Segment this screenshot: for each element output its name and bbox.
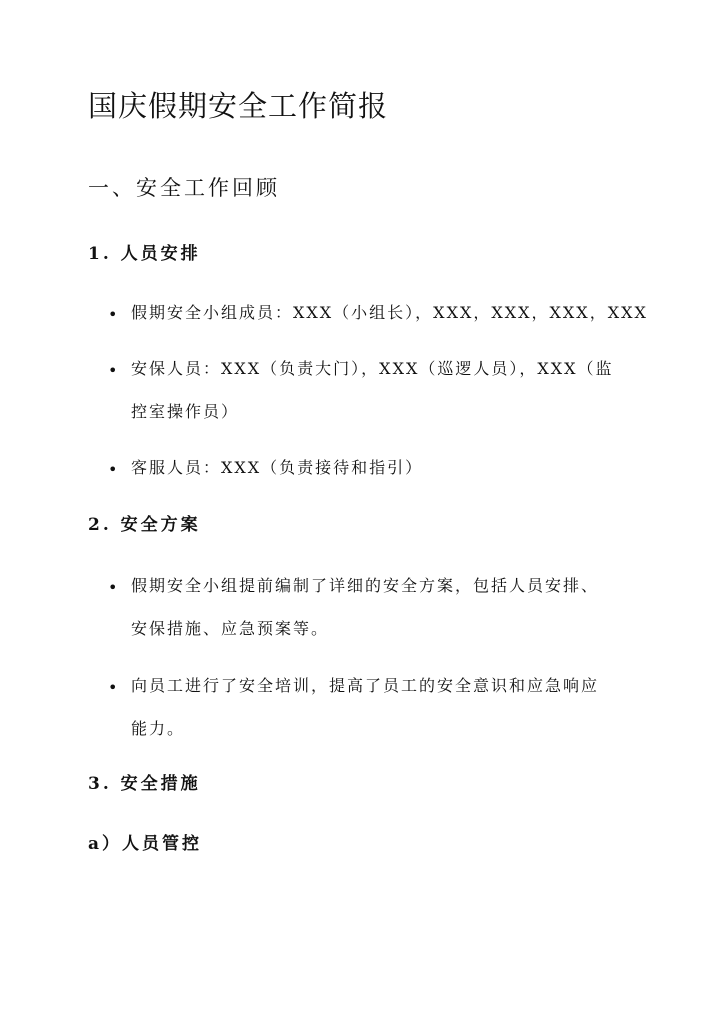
list-item-plan-line-1: 假期安全小组提前编制了详细的安全方案，包括人员安排、 [131, 576, 600, 595]
list-item-security-staff-line-1: 安保人员：XXX（负责大门），XXX（巡逻人员），XXX（监 [131, 359, 614, 378]
list-item-customer-service: 客服人员：XXX（负责接待和指引） [131, 458, 424, 477]
bullet-icon: • [108, 678, 118, 697]
subsection-heading-safety-plan: 2. 安全方案 [88, 515, 201, 535]
list-item-training-line-1: 向员工进行了安全培训，提高了员工的安全意识和应急响应 [131, 676, 600, 695]
list-item-training-line-2: 能力。 [131, 719, 186, 738]
subsection-heading-staffing: 1. 人员安排 [88, 244, 201, 264]
bullet-icon: • [108, 305, 118, 324]
list-item-security-staff-line-2: 控室操作员） [131, 402, 240, 421]
bullet-icon: • [108, 361, 118, 380]
bullet-icon: • [108, 460, 118, 479]
section-heading-review: 一、安全工作回顾 [88, 176, 280, 200]
subsubsection-heading-personnel-control: a）人员管控 [88, 834, 203, 854]
subsection-heading-safety-measures: 3. 安全措施 [88, 774, 201, 794]
list-item-safety-team: 假期安全小组成员：XXX（小组长），XXX，XXX，XXX，XXX [131, 303, 648, 322]
list-item-plan-line-2: 安保措施、应急预案等。 [131, 619, 330, 638]
bullet-icon: • [108, 578, 118, 597]
document-title: 国庆假期安全工作简报 [88, 89, 389, 123]
